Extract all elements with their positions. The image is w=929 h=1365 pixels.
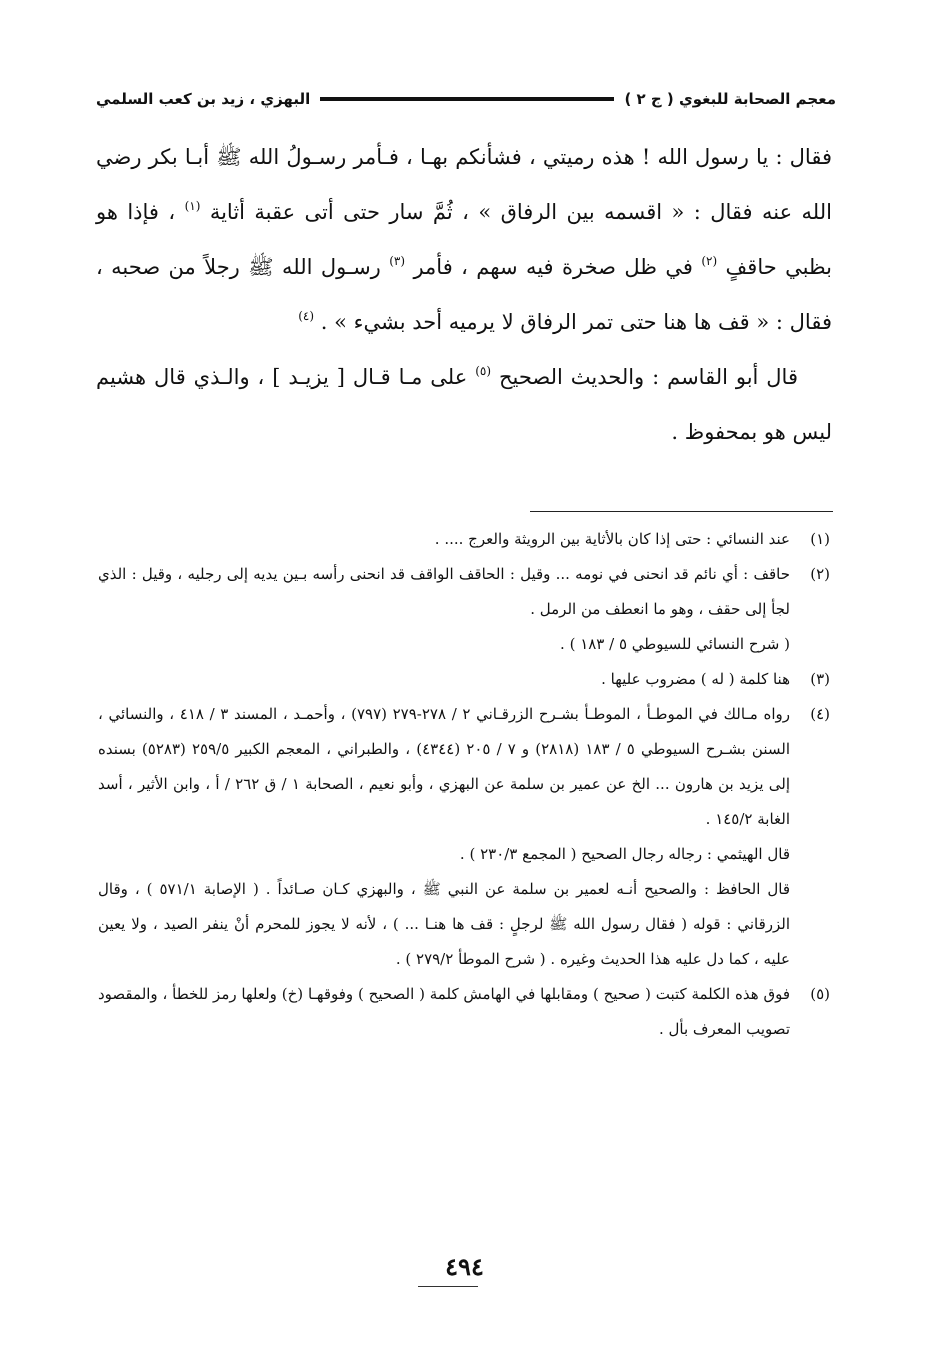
- text-segment: ، فإذا هو بظبي حاقفٍ: [96, 200, 833, 279]
- footnote-text: قال الحافظ : والصحيح أنـه لعمير بن سلمة عن النبي ﷺ ، والبهزي كـان صـائداً . ( الإصابة ٥٧١/١ ) ، وقال الزرقاني : قوله ( فقال رسول الله ﷺ لرجلٍ : قف ها هنـا ... ) ، لأنه لا يجوز للمحرم أنْ ينفر الصيد ، ولا يعين عليه ، كما دل عليه هذا الحديث وغيره . ( شرح الموطأ ٢٧٩/٢ ) .: [98, 880, 790, 968]
- page-number: ٤٩٤: [445, 1252, 484, 1281]
- footnote-separator: [530, 511, 833, 512]
- header-entry-title: البهزي ، زيد بن كعب السلمي: [96, 90, 311, 108]
- footnote-text: ( شرح النسائي للسيوطي ٥ / ١٨٣ ) .: [560, 635, 790, 653]
- page-number-underline: [418, 1286, 478, 1287]
- paragraph-comment: [96, 350, 832, 460]
- main-text: [96, 130, 832, 460]
- footnote-number: (٣): [810, 670, 830, 688]
- footnote-text: عند النسائي : حتى إذا كان بالأثاية بين الرويثة والعرج .... .: [434, 530, 790, 548]
- text-segment: فقال : يا رسول الله ! هذه رميتي ، فشأنكم بهـا ، فـأمر رسـولُ الله ﷺ أبـا بكر رضي الله عنه فقال : « اقسمه بين الرفاق » ، ثُمَّ سار حتى أتى عقبة أثاية: [96, 145, 832, 224]
- text-segment: قال أبو القاسم : والحديث الصحيح: [498, 365, 798, 389]
- footnote-number: (٢): [810, 565, 830, 583]
- footnote-number: (٥): [810, 985, 830, 1003]
- footnote-number: (١): [810, 530, 830, 548]
- footnote-3: [98, 662, 830, 697]
- paragraph-hadith: [96, 130, 832, 350]
- footnote-ref-4[interactable]: (٤): [298, 309, 315, 323]
- running-header: [96, 82, 836, 116]
- footnote-ref-5[interactable]: (٥): [475, 364, 492, 378]
- footnote-ref-2[interactable]: (٢): [701, 254, 718, 268]
- footnotes: [98, 522, 830, 1047]
- footnote-text: رواه مـالك في الموطـأ ، الموطـأ بشـرح الزرقـاني ٢ / ٢٧٨-٢٧٩ (٧٩٧) ، وأحمـد ، المسند ٣ / ٤١٨ ، والنسائي ، السنن بشـرح السيوطي ٥ / ١٨٣ (٢٨١٨) و ٧ / ٢٠٥ (٤٣٤٤) ، والطبراني ، المعجم الكبير ٢٥٩/٥ (٥٢٨٣) بسنده إلى يزيد بن هارون ... الخ عن عمير بن سلمة عن البهزي ، وأبو نعيم ، الصحابة ١ / ق ٢٦٢ / أ ، وابن الأثير ، أسد الغابة ١٤٥/٢ .: [98, 705, 791, 828]
- footnote-2: [98, 557, 830, 662]
- footnote-text: هنا كلمة ( له ) مضروب عليها .: [601, 670, 790, 688]
- footnote-text: فوق هذه الكلمة كتبت ( صحيح ) ومقابلها في الهامش كلمة ( الصحيح ) وفوقهـا (خ) ولعلها رمز للخطأ ، والمقصود تصويب المعرف بأل .: [98, 985, 790, 1038]
- text-segment: في ظل صخرة فيه سهم ، فأمر: [413, 255, 693, 279]
- header-rule: [320, 97, 614, 101]
- footnote-1: [98, 522, 830, 557]
- text-segment: على مـا قـال [ يزيـد ] ، والـذي قال هشيم ليس هو بمحفوظ .: [96, 365, 832, 444]
- footnote-4: [98, 697, 830, 977]
- header-book-title: معجم الصحابة للبغوي ( ج ٢ ): [624, 90, 836, 108]
- footnote-number: (٤): [810, 705, 830, 723]
- footnote-5: [98, 977, 830, 1047]
- footnote-text: حاقف : أي نائم قد انحنى في نومه ... وقيل : الحاقف الواقف قد انحنى رأسه بـين يديه إلى رجليه ، وقيل : الذي لجأ إلى حقف ، وهو ما انعطف من الرمل .: [98, 565, 790, 618]
- text-segment: رسـول الله ﷺ رجلاً من صحبه ، فقال : « قف ها هنا حتى تمر الرفاق لا يرميه أحد بشيء » .: [96, 255, 832, 334]
- footnote-ref-1[interactable]: (١): [184, 199, 201, 213]
- footnote-text: قال الهيثمي : رجاله رجال الصحيح ( المجمع ٢٣٠/٣ ) .: [459, 845, 790, 863]
- footnote-ref-3[interactable]: (٣): [389, 254, 406, 268]
